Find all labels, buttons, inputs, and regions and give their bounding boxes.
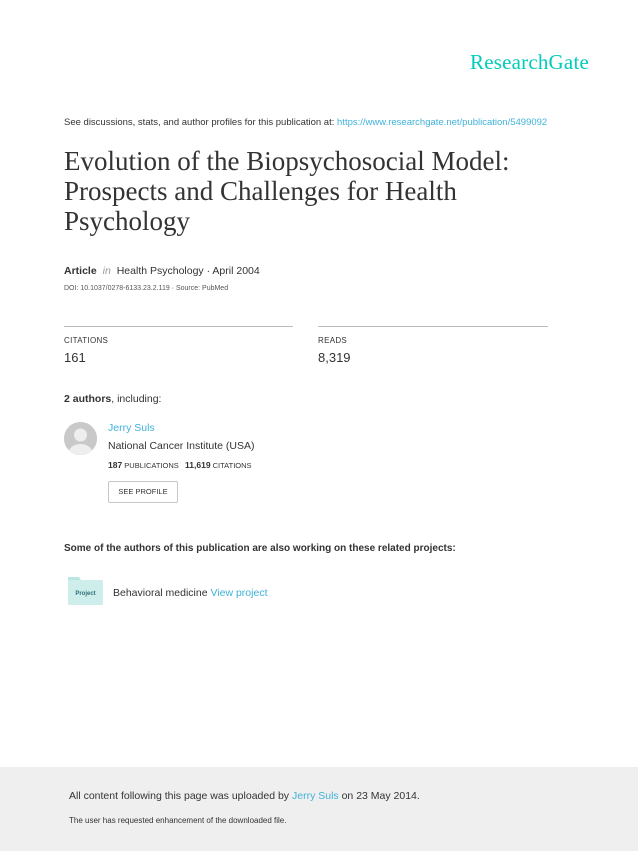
authors-heading bbox=[64, 393, 161, 405]
reads-value: 8,319 bbox=[318, 350, 351, 365]
citations-value: 161 bbox=[64, 350, 86, 365]
publications-count: 187 bbox=[108, 460, 123, 470]
upload-prefix: All content following this page was uploaded by bbox=[69, 790, 290, 802]
reads-divider bbox=[318, 326, 548, 327]
uploader-link[interactable]: Jerry Suls bbox=[291, 790, 339, 802]
publication-title: Evolution of the Biopsychosocial Model: Prospects and Challenges for Health Psychology bbox=[64, 146, 510, 236]
user-silhouette-icon bbox=[64, 422, 97, 455]
upload-suffix: on 23 May 2014. bbox=[341, 790, 420, 802]
project-folder-icon bbox=[68, 577, 103, 605]
discussion-line bbox=[64, 117, 547, 128]
authors-count: 2 authors bbox=[64, 393, 112, 405]
author-counts bbox=[108, 460, 252, 470]
authors-suffix: , including: bbox=[111, 393, 162, 405]
citations-label: CITATIONS bbox=[64, 336, 109, 345]
publication-meta bbox=[64, 265, 260, 277]
see-profile-button[interactable]: SEE PROFILE bbox=[108, 481, 178, 503]
author-citations-label: CITATIONS bbox=[212, 461, 252, 470]
footer-panel bbox=[0, 767, 638, 851]
enhancement-note: The user has requested enhancement of the downloaded file. bbox=[69, 816, 287, 825]
reads-label: READS bbox=[318, 336, 348, 345]
author-affiliation: National Cancer Institute (USA) bbox=[108, 440, 255, 452]
author-citations-count: 11,619 bbox=[185, 460, 211, 470]
publication-url-link[interactable]: https://www.researchgate.net/publication/5499092 bbox=[337, 117, 548, 128]
citations-divider bbox=[64, 326, 293, 327]
upload-line bbox=[69, 790, 420, 802]
doi-source-line: DOI: 10.1037/0278-6133.23.2.119 · Source: PubMed bbox=[64, 285, 229, 292]
in-label: in bbox=[102, 265, 111, 277]
discussion-text: See discussions, stats, and author profiles for this publication at: bbox=[64, 117, 335, 128]
publications-label: PUBLICATIONS bbox=[124, 461, 179, 470]
related-projects-heading: Some of the authors of this publication are also working on these related projects: bbox=[64, 543, 456, 554]
publication-type: Article bbox=[64, 265, 97, 277]
project-name: Behavioral medicine bbox=[113, 587, 208, 599]
author-name-link[interactable]: Jerry Suls bbox=[108, 422, 155, 434]
project-line bbox=[113, 587, 268, 599]
researchgate-logo[interactable]: ResearchGate bbox=[470, 50, 589, 74]
avatar[interactable] bbox=[64, 422, 97, 455]
venue-date[interactable]: Health Psychology · April 2004 bbox=[116, 265, 260, 277]
project-icon-label: Project bbox=[75, 591, 96, 597]
view-project-link[interactable]: View project bbox=[210, 587, 268, 599]
